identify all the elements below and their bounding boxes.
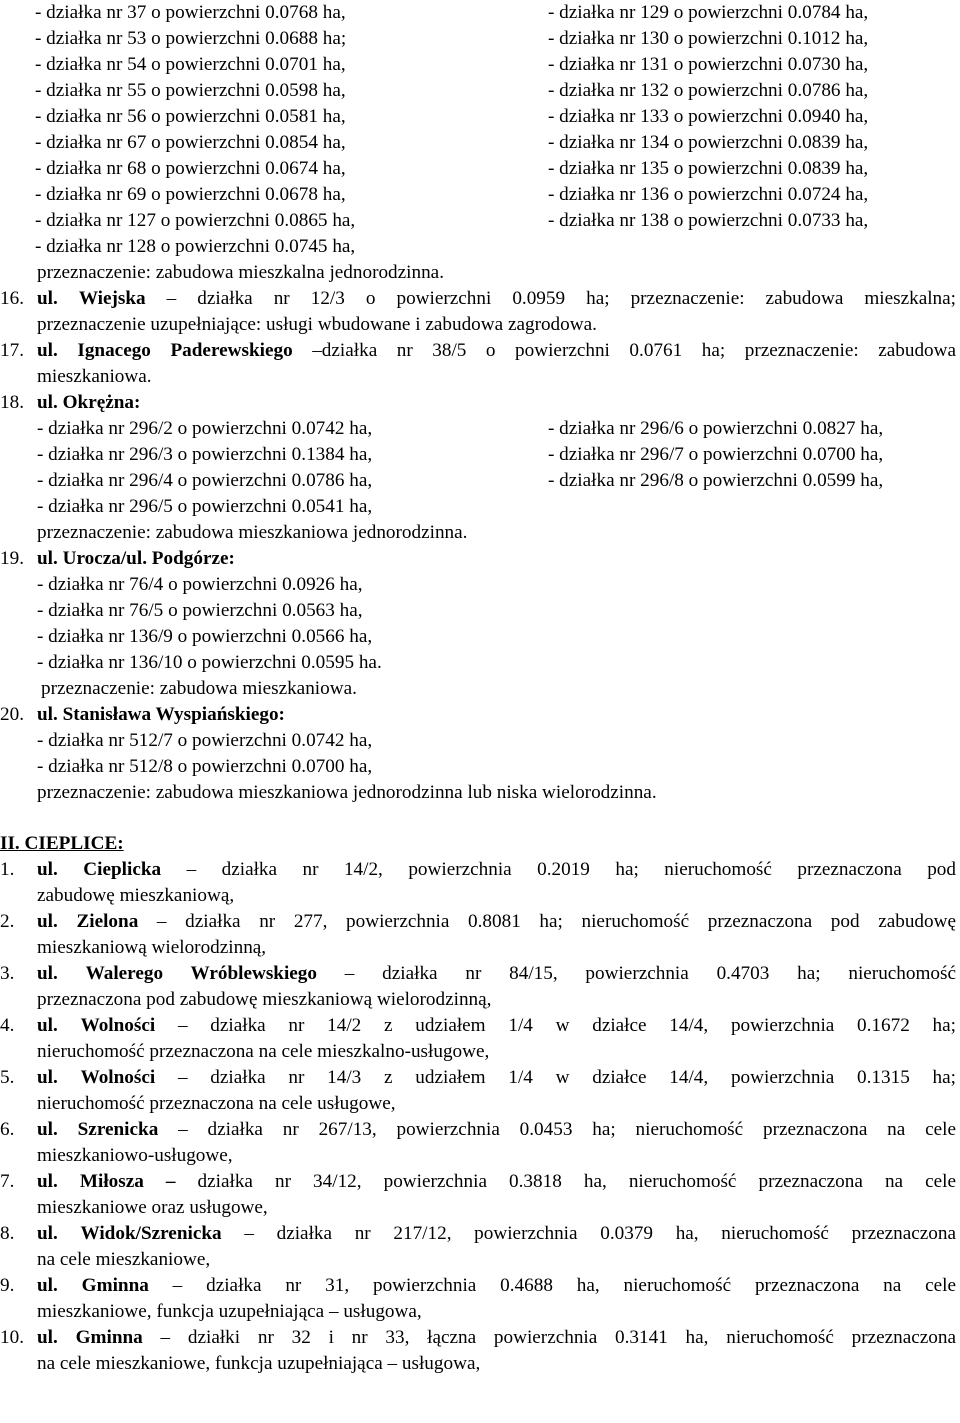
- item-text: – działki nr 32 i nr 33, łączna powierzchnia 0.3141 ha, nieruchomość przeznaczona: [142, 1327, 956, 1348]
- street-prefix: ul.: [37, 1067, 58, 1088]
- purpose-text: przeznaczenie: zabudowa mieszkaniowa jednorodzinna.: [37, 522, 468, 543]
- item-text: – działka nr 14/2, powierzchnia 0.2019 ha; nieruchomość przeznaczona pod: [161, 859, 956, 880]
- list-row: [37, 182, 958, 208]
- plot-item: - działka nr 134 o powierzchni 0.0839 ha,: [548, 132, 869, 153]
- list-row: [37, 442, 958, 468]
- street-prefix: ul.: [37, 1327, 58, 1348]
- street-name: Cieplicka: [83, 859, 162, 880]
- purpose-text: przeznaczenie: zabudowa mieszkaniowa jednorodzinna lub niska wielorodzinna.: [37, 782, 657, 803]
- plot-item: - działka nr 296/6 o powierzchni 0.0827 ha,: [548, 418, 884, 439]
- street-name: Ignacego Paderewskiego: [77, 340, 293, 361]
- plot-item: - działka nr 296/8 o powierzchni 0.0599 ha,: [548, 470, 884, 491]
- street-prefix: ul.: [37, 392, 58, 413]
- street-name: Walerego Wróblewskiego: [85, 963, 317, 984]
- item-continuation: nieruchomość przeznaczona na cele usługowe,: [37, 1093, 396, 1114]
- plot-item: - działka nr 296/7 o powierzchni 0.0700 ha,: [548, 444, 884, 465]
- street-prefix: ul.: [37, 859, 58, 880]
- item-number: 17.: [0, 340, 24, 361]
- item-text: – działka nr 12/3 o powierzchni 0.0959 ha; przeznaczenie: zabudowa mieszkalna;: [145, 288, 957, 309]
- plot-item: - działka nr 136/9 o powierzchni 0.0566 ha,: [37, 626, 373, 647]
- plot-item: - działka nr 135 o powierzchni 0.0839 ha,: [548, 158, 869, 179]
- plot-item: - działka nr 133 o powierzchni 0.0940 ha,: [548, 106, 869, 127]
- street-name: Wiejska: [78, 288, 146, 309]
- item-number: 4.: [0, 1015, 15, 1036]
- plot-item: - działka nr 53 o powierzchni 0.0688 ha;: [35, 28, 347, 49]
- item-number: 9.: [0, 1275, 15, 1296]
- street-name: Gminna: [81, 1275, 149, 1296]
- plot-item: - działka nr 512/7 o powierzchni 0.0742 ha,: [37, 730, 373, 751]
- item-first-line: [37, 909, 956, 935]
- item-number: 18.: [0, 392, 24, 413]
- list-row: [37, 208, 958, 234]
- item-text: – działka nr 31, powierzchnia 0.4688 ha, nieruchomość przeznaczona na cele: [148, 1275, 957, 1296]
- item-text: – działka nr 84/15, powierzchnia 0.4703 ha; nieruchomość: [317, 963, 956, 984]
- item-first-line: [37, 961, 956, 987]
- item-continuation: nieruchomość przeznaczona na cele mieszkalno-usługowe,: [37, 1041, 490, 1062]
- item-text: – działka nr 14/3 z udziałem 1/4 w działce 14/4, powierzchnia 0.1315 ha;: [155, 1067, 956, 1088]
- item-first-line: [37, 1117, 956, 1143]
- item-number: 16.: [0, 288, 24, 309]
- item-number: 7.: [0, 1171, 15, 1192]
- list-row: [37, 494, 958, 520]
- plot-item: - działka nr 69 o powierzchni 0.0678 ha,: [35, 184, 346, 205]
- item-continuation: mieszkaniowo-usługowe,: [37, 1145, 233, 1166]
- street-prefix: ul.: [37, 1223, 58, 1244]
- item-continuation: na cele mieszkaniowe,: [37, 1249, 211, 1270]
- plot-item: - działka nr 67 o powierzchni 0.0854 ha,: [35, 132, 346, 153]
- plot-item: - działka nr 127 o powierzchni 0.0865 ha,: [35, 210, 356, 231]
- list-row: [37, 78, 958, 104]
- item-first-line: [37, 1273, 956, 1299]
- item-first-line: [37, 546, 956, 572]
- plot-item: - działka nr 54 o powierzchni 0.0701 ha,: [35, 54, 346, 75]
- item-number: 2.: [0, 911, 15, 932]
- item-text: działka nr 34/12, powierzchnia 0.3818 ha, nieruchomość przeznaczona na cele: [175, 1171, 957, 1192]
- street-prefix: ul.: [37, 288, 58, 309]
- plot-item: - działka nr 136 o powierzchni 0.0724 ha,: [548, 184, 869, 205]
- item-text: –działka nr 38/5 o powierzchni 0.0761 ha; przeznaczenie: zabudowa: [292, 340, 957, 361]
- list-row: [37, 52, 958, 78]
- plot-item: - działka nr 55 o powierzchni 0.0598 ha,: [35, 80, 346, 101]
- street-name: Zielona: [76, 911, 139, 932]
- street-prefix: ul.: [37, 548, 58, 569]
- street-prefix: ul.: [37, 1015, 58, 1036]
- item-text: – działka nr 14/2 z udziałem 1/4 w działce 14/4, powierzchnia 0.1672 ha;: [155, 1015, 956, 1036]
- item-continuation: przeznaczenie uzupełniające: usługi wbudowane i zabudowa zagrodowa.: [37, 314, 597, 335]
- plot-item: - działka nr 76/4 o powierzchni 0.0926 ha,: [37, 574, 363, 595]
- item-continuation: mieszkaniową wielorodzinną,: [37, 937, 267, 958]
- purpose-text: przeznaczenie: zabudowa mieszkalna jednorodzinna.: [37, 262, 444, 283]
- plot-item: - działka nr 296/2 o powierzchni 0.0742 ha,: [37, 418, 373, 439]
- item-first-line: [37, 1065, 956, 1091]
- list-row: [37, 0, 958, 26]
- plot-item: - działka nr 128 o powierzchni 0.0745 ha,: [35, 236, 356, 257]
- plot-item: - działka nr 138 o powierzchni 0.0733 ha,: [548, 210, 869, 231]
- plot-item: - działka nr 296/5 o powierzchni 0.0541 ha,: [37, 496, 373, 517]
- list-row: [37, 26, 958, 52]
- item-continuation: na cele mieszkaniowe, funkcja uzupełniająca – usługowa,: [37, 1353, 481, 1374]
- plot-item: - działka nr 296/3 o powierzchni 0.1384 ha,: [37, 444, 373, 465]
- street-name: Szrenicka: [77, 1119, 159, 1140]
- plot-item: - działka nr 37 o powierzchni 0.0768 ha,: [35, 2, 346, 23]
- item-number: 6.: [0, 1119, 15, 1140]
- item-first-line: [37, 857, 956, 883]
- street-name: Stanisława Wyspiańskiego:: [62, 704, 285, 725]
- street-name: Urocza/ul. Podgórze:: [62, 548, 235, 569]
- item-first-line: [37, 286, 956, 312]
- item-number: 3.: [0, 963, 15, 984]
- item-continuation: przeznaczona pod zabudowę mieszkaniową wielorodzinną,: [37, 989, 492, 1010]
- street-prefix: ul.: [37, 1119, 58, 1140]
- purpose-text: przeznaczenie: zabudowa mieszkaniowa.: [41, 678, 357, 699]
- item-number: 8.: [0, 1223, 15, 1244]
- item-first-line: [37, 702, 956, 728]
- item-first-line: [37, 1169, 956, 1195]
- item-continuation: mieszkaniowe, funkcja uzupełniająca – usługowa,: [37, 1301, 422, 1322]
- list-row: [37, 130, 958, 156]
- street-prefix: ul.: [37, 911, 58, 932]
- street-name: Wolności: [80, 1067, 156, 1088]
- street-name: Miłosza –: [79, 1171, 176, 1192]
- item-number: 19.: [0, 548, 24, 569]
- plot-item: - działka nr 76/5 o powierzchni 0.0563 ha,: [37, 600, 363, 621]
- item-continuation: mieszkaniowa.: [37, 366, 152, 387]
- section-title: II. CIEPLICE:: [0, 833, 124, 854]
- item-first-line: [37, 338, 956, 364]
- street-prefix: ul.: [37, 1171, 58, 1192]
- plot-item: - działka nr 129 o powierzchni 0.0784 ha,: [548, 2, 869, 23]
- street-prefix: ul.: [37, 340, 58, 361]
- item-first-line: [37, 1013, 956, 1039]
- street-prefix: ul.: [37, 1275, 58, 1296]
- street-prefix: ul.: [37, 704, 58, 725]
- plot-item: - działka nr 131 o powierzchni 0.0730 ha,: [548, 54, 869, 75]
- street-name: Okrężna:: [62, 392, 141, 413]
- plot-item: - działka nr 130 o powierzchni 0.1012 ha,: [548, 28, 869, 49]
- item-number: 10.: [0, 1327, 24, 1348]
- item-number: 5.: [0, 1067, 15, 1088]
- item-first-line: [37, 390, 956, 416]
- item-continuation: zabudowę mieszkaniową,: [37, 885, 235, 906]
- list-row: [37, 104, 958, 130]
- plot-item: - działka nr 68 o powierzchni 0.0674 ha,: [35, 158, 346, 179]
- list-row: [37, 156, 958, 182]
- street-name: Wolności: [80, 1015, 156, 1036]
- item-text: – działka nr 217/12, powierzchnia 0.0379 ha, nieruchomość przeznaczona: [221, 1223, 956, 1244]
- list-row: [37, 416, 958, 442]
- item-text: – działka nr 267/13, powierzchnia 0.0453 ha; nieruchomość przeznaczona na cele: [158, 1119, 956, 1140]
- list-row: [37, 468, 958, 494]
- plot-item: - działka nr 512/8 o powierzchni 0.0700 ha,: [37, 756, 373, 777]
- item-first-line: [37, 1325, 956, 1351]
- item-number: 20.: [0, 704, 24, 725]
- plot-item: - działka nr 136/10 o powierzchni 0.0595 ha.: [37, 652, 382, 673]
- street-name: Gminna: [75, 1327, 143, 1348]
- item-number: 1.: [0, 859, 15, 880]
- item-continuation: mieszkaniowe oraz usługowe,: [37, 1197, 268, 1218]
- item-first-line: [37, 1221, 956, 1247]
- list-row: [37, 234, 958, 260]
- street-name: Widok/Szrenicka: [80, 1223, 222, 1244]
- plot-item: - działka nr 296/4 o powierzchni 0.0786 ha,: [37, 470, 373, 491]
- street-prefix: ul.: [37, 963, 58, 984]
- item-text: – działka nr 277, powierzchnia 0.8081 ha; nieruchomość przeznaczona pod zabudowę: [138, 911, 956, 932]
- plot-item: - działka nr 132 o powierzchni 0.0786 ha,: [548, 80, 869, 101]
- plot-item: - działka nr 56 o powierzchni 0.0581 ha,: [35, 106, 346, 127]
